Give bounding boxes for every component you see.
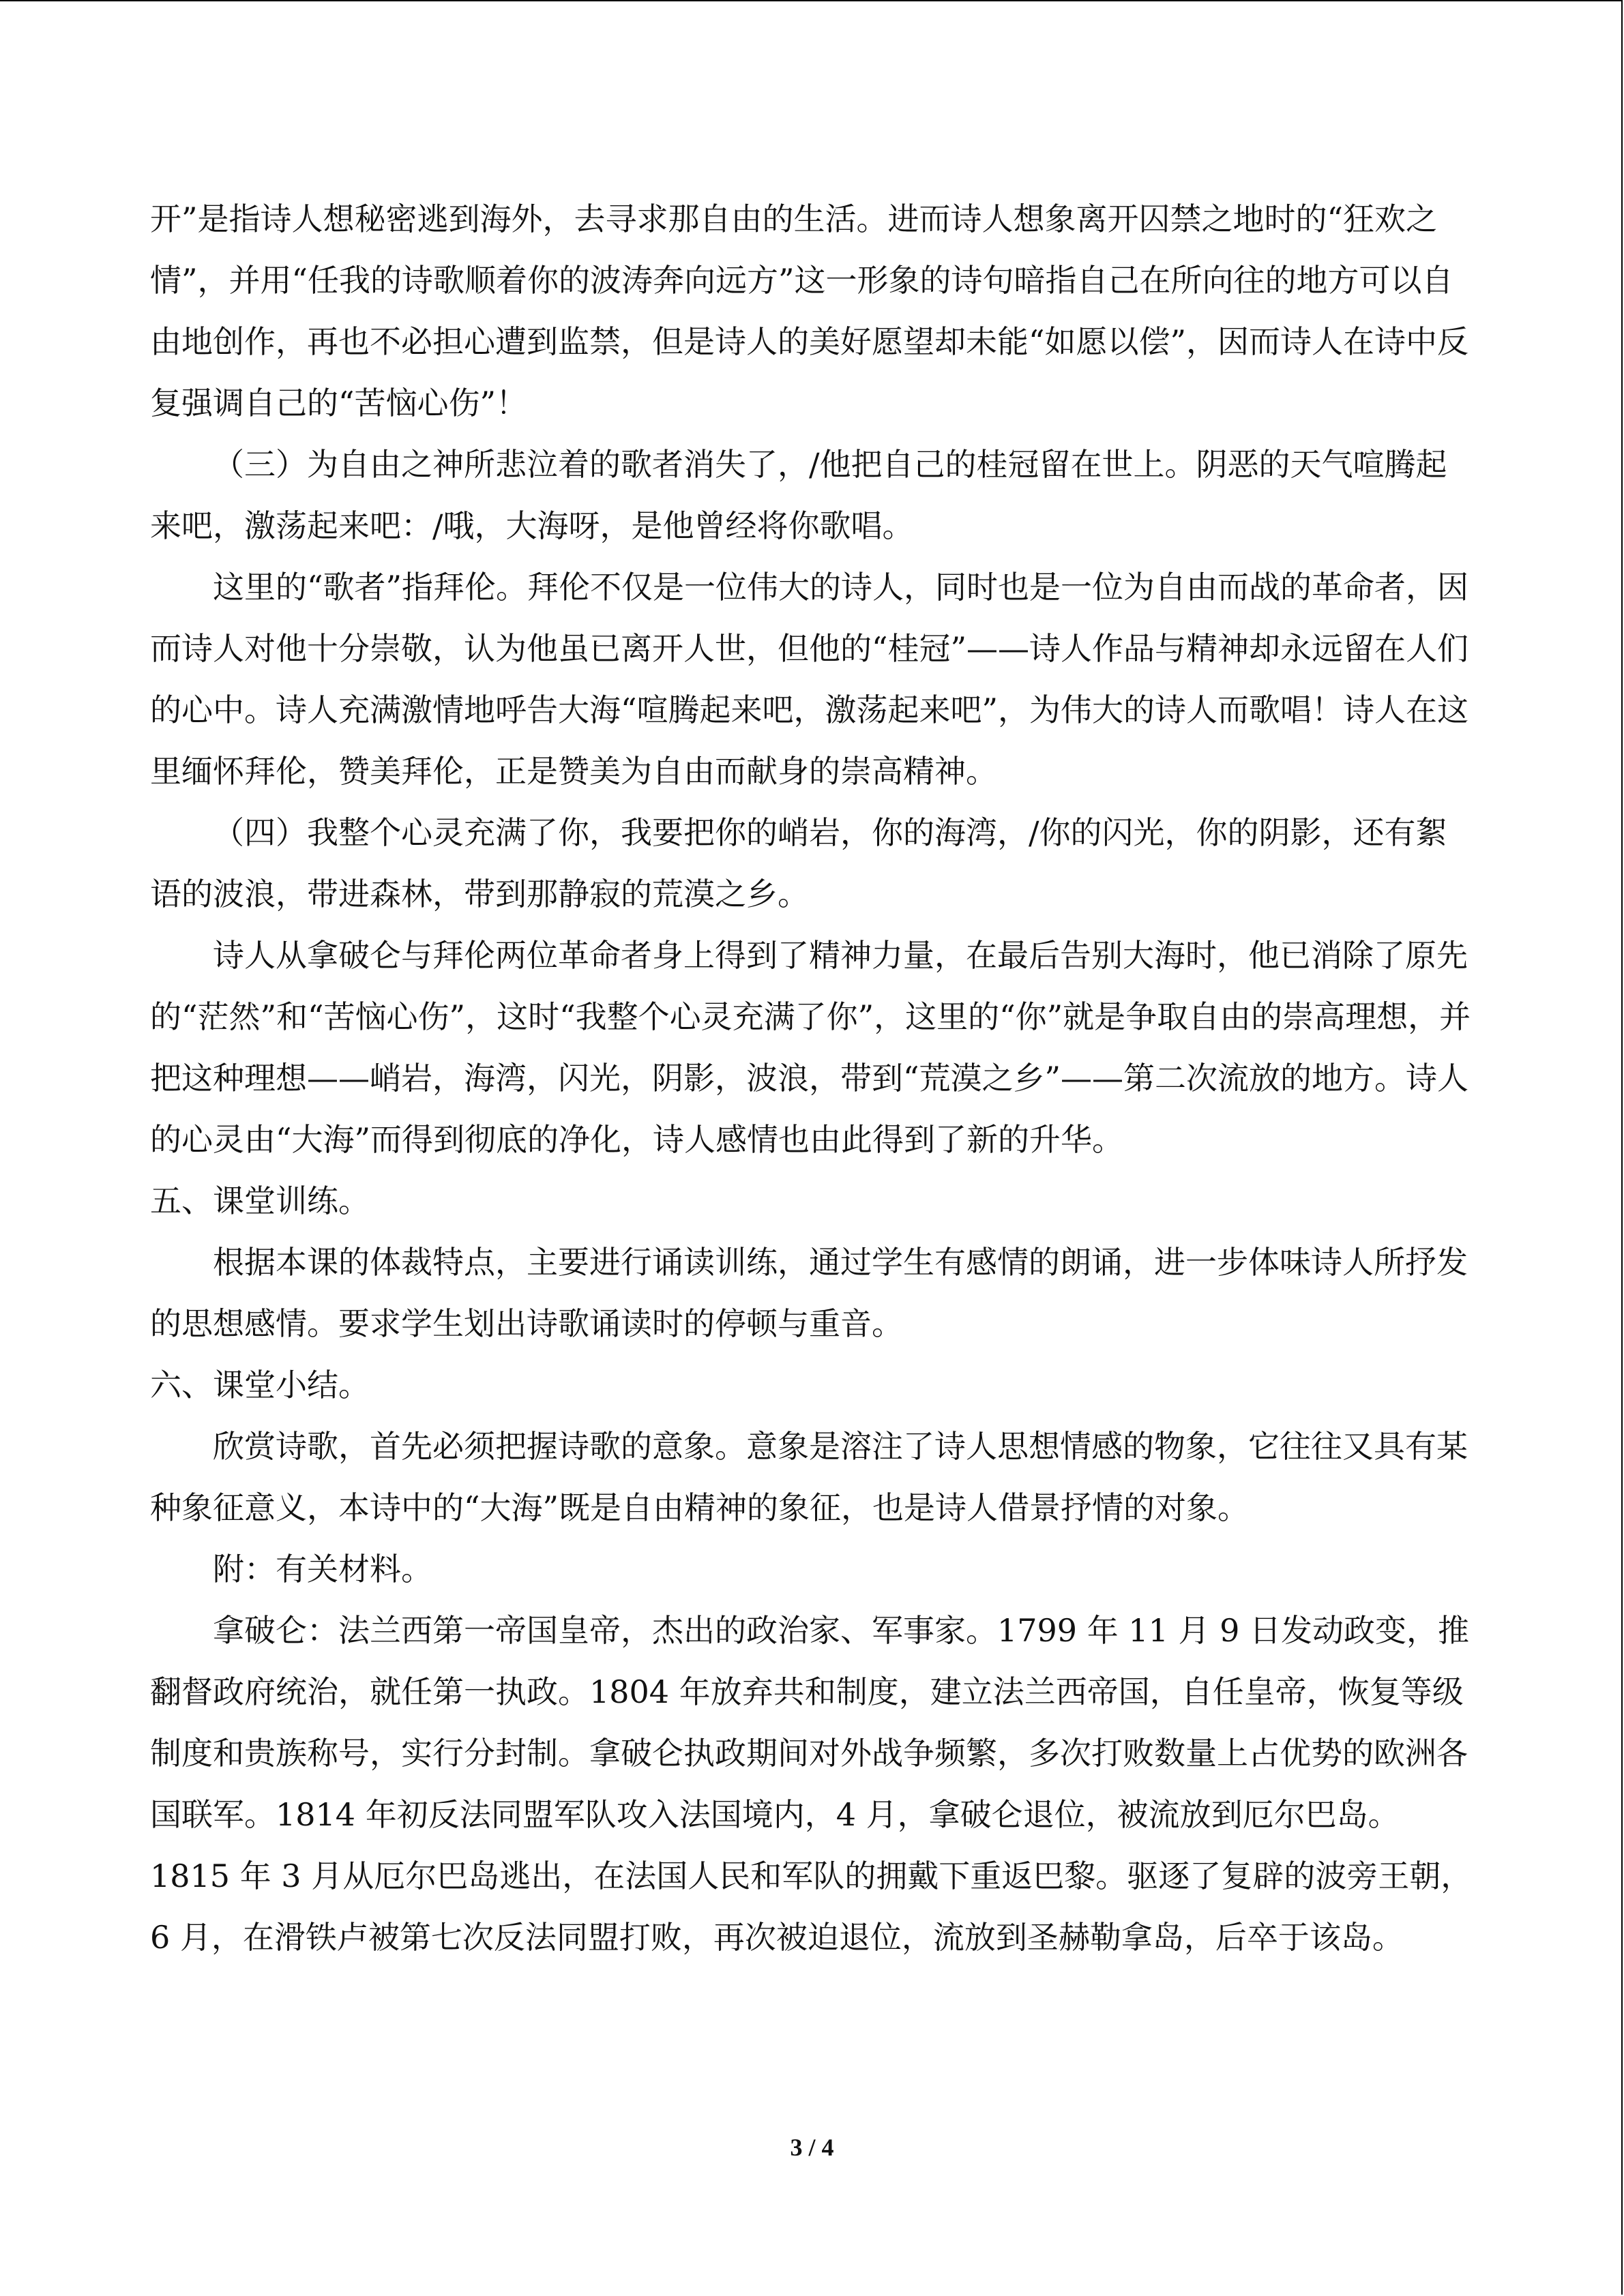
section-heading: 六、课堂小结。	[150, 1367, 370, 1403]
paragraph: 拿破仑：法兰西第一帝国皇帝，杰出的政治家、军事家。1799 年 11 月 9 日发动政变，推翻督政府统治，就任第一执政。1804 年放弃共和制度，建立法兰西帝国，自任皇帝，恢复等级制度和贵族称号，实行分封制。拿破仑执政期间对外战争频繁，多次打败数量上占优势的欧洲各国联军。1814 年初反法同盟军队攻入法国境内，4 月，拿破仑退位，被流放到厄尔巴岛。1815 年 3 月从厄尔巴岛逃出，在法国人民和军队的拥戴下重返巴黎。驱逐了复辟的波旁王朝，6 月，在滑铁卢被第七次反法同盟打败，再次被迫退位，流放到圣赫勒拿岛，后卒于该岛。	[150, 1612, 1473, 1956]
paragraph: （三）为自由之神所悲泣着的歌者消失了，/他把自己的桂冠留在世上。阴恶的天气喧腾起来吧，激荡起来吧：/哦，大海呀，是他曾经将你歌唱。	[150, 446, 1447, 544]
paragraph: 开”是指诗人想秘密逃到海外，去寻求那自由的生活。进而诗人想象离开囚禁之地时的“狂欢之情”，并用“任我的诗歌顺着你的波涛奔向远方”这一形象的诗句暗指自己在所向往的地方可以自由地创作，再也不必担心遭到监禁，但是诗人的美好愿望却未能“如愿以偿”，因而诗人在诗中反复强调自己的“苦恼心伤”！	[150, 200, 1469, 421]
document-body	[150, 188, 1477, 1968]
page-number: 3 / 4	[790, 2134, 834, 2161]
section-heading: 五、课堂训练。	[150, 1182, 370, 1219]
paragraph: 欣赏诗歌，首先必须把握诗歌的意象。意象是溶注了诗人思想情感的物象，它往往又具有某种象征意义，本诗中的“大海”既是自由精神的象征，也是诗人借景抒情的对象。	[150, 1428, 1468, 1526]
paragraph: 附：有关材料。	[213, 1551, 432, 1587]
paragraph: 根据本课的体裁特点，主要进行诵读训练，通过学生有感情的朗诵，进一步体味诗人所抒发的思想感情。要求学生划出诗歌诵读时的停顿与重音。	[150, 1244, 1468, 1342]
paragraph: （四）我整个心灵充满了你，我要把你的峭岩，你的海湾，/你的闪光，你的阴影，还有絮语的波浪，带进森林，带到那静寂的荒漠之乡。	[150, 814, 1447, 912]
paragraph: 诗人从拿破仑与拜伦两位革命者身上得到了精神力量，在最后告别大海时，他已消除了原先的“茫然”和“苦恼心伤”，这时“我整个心灵充满了你”，这里的“你”就是争取自由的崇高理想，并把这种理想——峭岩，海湾，闪光，阴影，波浪，带到“荒漠之乡”——第二次流放的地方。诗人的心灵由“大海”而得到彻底的净化，诗人感情也由此得到了新的升华。	[150, 937, 1471, 1158]
paragraph: 这里的“歌者”指拜伦。拜伦不仅是一位伟大的诗人，同时也是一位为自由而战的革命者，因而诗人对他十分崇敬，认为他虽已离开人世，但他的“桂冠”——诗人作品与精神却永远留在人们的心中。诗人充满激情地呼告大海“喧腾起来吧，激荡起来吧”，为伟大的诗人而歌唱！诗人在这里缅怀拜伦，赞美拜伦，正是赞美为自由而献身的崇高精神。	[150, 569, 1469, 790]
